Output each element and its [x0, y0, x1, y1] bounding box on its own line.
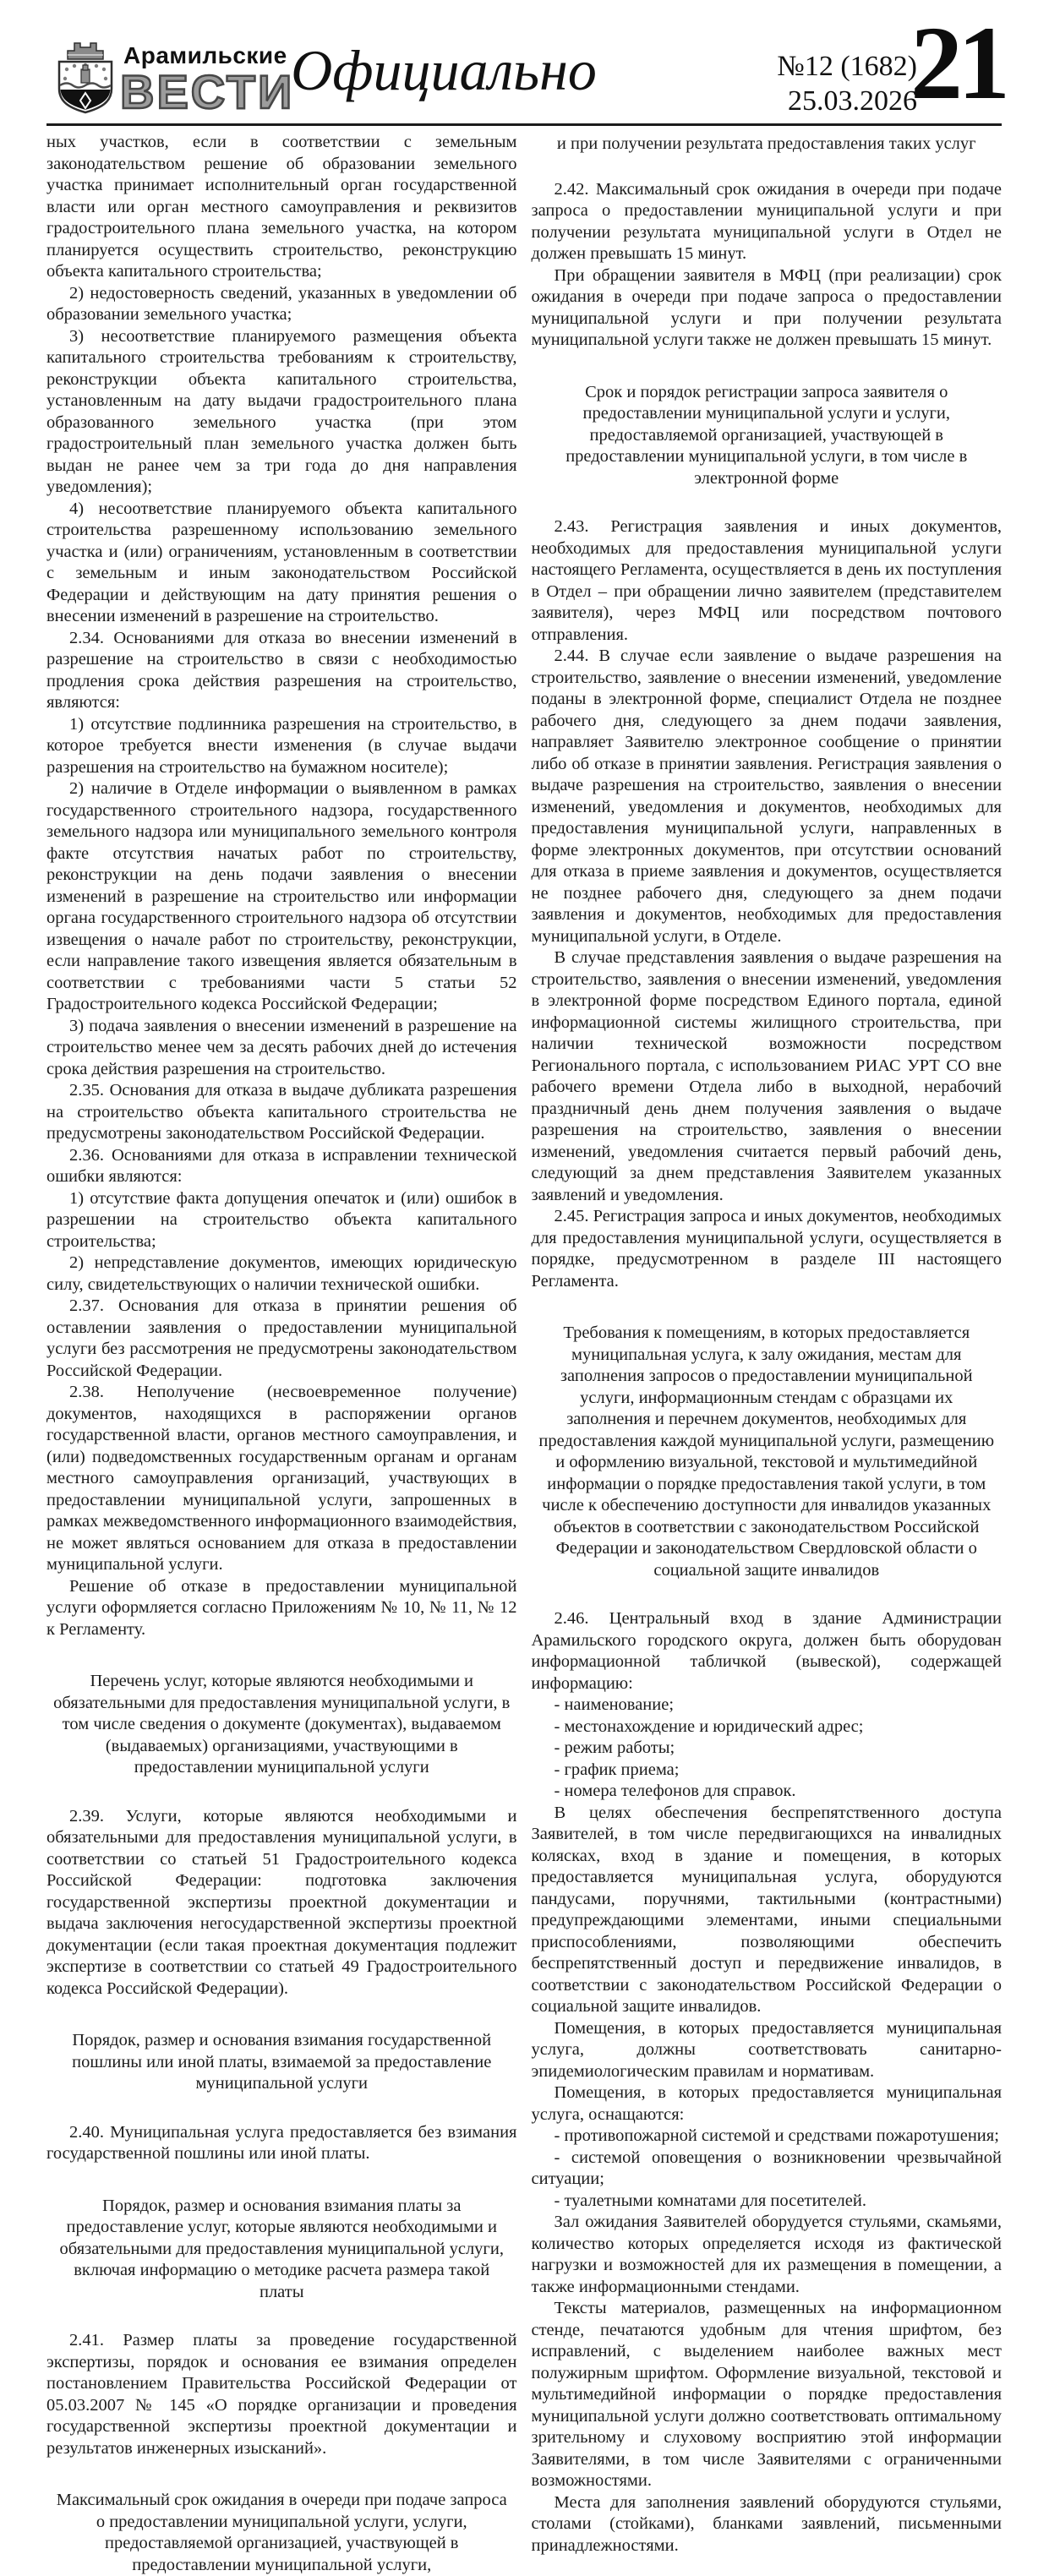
paragraph: Помещения, в которых предоставляется муниципальная услуга, должны соответствовать санитарно-эпидемиологическим правилам и нормативам. — [531, 2018, 1002, 2081]
paragraph: 4) несоответствие планируемого объекта капитального строительства разрешенному использованию земельного участка и (или) ограничениям, установленным в соответствии с земельным и иным законодательством Российской Федерации и действующим на дату принятия решения о внесении изменений в разрешение на строительство. — [46, 499, 517, 625]
paragraph: Помещения, в которых предоставляется муниципальная услуга, оснащаются: — [531, 2083, 1002, 2124]
paragraph: 2.46. Центральный вход в здание Администрации Арамильского городского округа, должен быть оборудован информационной табличкой (вывеской), содержащей информацию: — [531, 1609, 1002, 1693]
section-heading: Перечень услуг, которые являются необходимыми и обязательными для предоставления муниципальной услуги, в том числе сведения о документе (документах), выдаваемом (выдаваемых) организациями, участвующими в предоставлении муниципальной услуги — [53, 1672, 511, 1776]
paragraph: 2) недостоверность сведений, указанных в уведомлении об образовании земельного участка; — [46, 283, 517, 324]
paragraph: 2) непредставление документов, имеющих юридическую силу, свидетельствующих о наличии технической ошибки. — [46, 1253, 517, 1294]
paragraph: Зал ожидания Заявителей оборудуется стульями, скамьями, количество которых определяется исходя из фактической нагрузки и возможностей для их размещения в помещении, а также информационными стендами. — [531, 2213, 1002, 2296]
paragraph: 2.36. Основаниями для отказа в исправлении технической ошибки являются: — [46, 1145, 517, 1186]
coat-of-arms-icon — [49, 37, 122, 115]
paragraph: 2.40. Муниципальная услуга предоставляется без взимания государственной пошлины или иной платы. — [46, 2122, 517, 2163]
paragraph: Тексты материалов, размещенных на информационном стенде, печатаются удобным для чтения шрифтом, без исправлений, с выделением наиболее важных мест полужирным шрифтом. Оформление визуальной, текстовой и мультимедийной информации о порядке предоставления муниципальной услуги должно соответствовать оптимальному зрительному и слуховому восприятию этой информации Заявителями, в том числе Заявителями с ограниченными возможностями. — [531, 2299, 1002, 2490]
section-heading: Порядок, размер и основания взимания государственной пошлины или иной платы, взимаемой за предоставление муниципальной услуги — [72, 2031, 492, 2093]
masthead-title-line1: Арамильские — [123, 42, 287, 68]
section-heading: Требования к помещениям, в которых предоставляется муниципальная услуга, к залу ожидания, местам для заполнения запросов о предоставлении муниципальной услуги, информационным стендам с образцами их заполнения и перечнем документов, необходимых для предоставления каждой муниципальной услуги, размещению и оформлению визуальной, текстовой и мультимедийной информации о порядке предоставления такой услуги, в том числе к обеспечению доступности для инвалидов указанных объектов в соответствии с законодательством Российской Федерации и законодательством Свердловской области о социальной защите инвалидов — [538, 1323, 995, 1580]
paragraph: 1) отсутствие факта допущения опечаток и (или) ошибок в разрешении на строительство объекта капитального строительства; — [46, 1188, 517, 1251]
issue-info — [727, 49, 917, 119]
paragraph: Решение об отказе в предоставлении муниципальной услуги оформляется согласно Приложениям № 10, № 11, № 12 к Регламенту. — [46, 1576, 517, 1639]
paragraph: 2.39. Услуги, которые являются необходимыми и обязательными для предоставления муниципальной услуги, в соответствии со статьей 51 Градостроительного кодекса Российской Федерации: подготовка заключения государственной экспертизы проектной документации и выдача заключения негосударственной экспертизы проектной документации (если такая проектная документация подлежит экспертизе в соответствии со статьей 49 Градостроительного кодекса Российской Федерации). — [46, 1806, 517, 1998]
page-number: 21 — [910, 5, 1005, 121]
paragraph: В случае представления заявления о выдаче разрешения на строительство, заявления о внесении изменений, уведомления в электронной форме посредством Единого портала, единой информационной системы жилищного строительства, при наличии технической возможности посредством Регионального портала, с использованием РИАС УРТ СО вне рабочего времени Отдела либо в выходной, нерабочий праздничный день днем получения заявления о выдаче разрешения на строительство, заявления о внесении изменений, уведомления считается первый рабочий день, следующий за днем представления Заявителем указанных заявлений и уведомления. — [531, 948, 1002, 1204]
page-header — [0, 0, 1049, 125]
paragraph: 1) отсутствие подлинника разрешения на строительство, в которое требуется внести изменения (в случае выдачи разрешения на строительство на бумажном носителе); — [46, 714, 517, 777]
paragraph: 3) подача заявления о внесении изменений в разрешение на строительство менее чем за десять рабочих дней до истечения срока действия разрешения на строительство. — [46, 1016, 517, 1078]
paragraph: ных участков, если в соответствии с земельным законодательством решение об образовании земельного участка принимает исполнительный орган государственной власти или орган местного самоуправления и реквизитов градостроительного плана земельного участка, на котором планируется осуществить строительство, реконструкцию объекта капитального строительства; — [46, 133, 517, 281]
paragraph: 2) наличие в Отделе информации о выявленном в рамках государственного строительного надзора, государственного земельного надзора или муниципального земельного контроля факте отсутствия начатых работ по строительству, реконструкции на день подачи заявления о внесении изменений в разрешение на строительство или информации органа государственного строительного надзора об отсутствии извещения о начале работ по строительству, реконструкции, если направление такого извещения является обязательным в соответствии с требованиями части 5 статьи 52 Градостроительного кодекса Российской Федерации; — [46, 779, 517, 1013]
paragraph: - наименование; — [554, 1695, 675, 1714]
paragraph: 2.43. Регистрация заявления и иных документов, необходимых для предоставления муниципальной услуги настоящего Регламента, осуществляется в день их поступления в Отдел – при обращении лично заявителем (представителем заявителя), через МФЦ или посредством почтового отправления. — [531, 517, 1002, 644]
paragraph: - график приема; — [554, 1760, 680, 1779]
issue-number: №12 (1682) — [777, 51, 917, 82]
paragraph: 2.41. Размер платы за проведение государственной экспертизы, порядок и основания ее взимания определен постановлением Правительства Российской Федерации от 05.03.2007 № 145 «О порядке организации и проведения государственной экспертизы проектной документации и результатов инженерных изысканий». — [46, 2331, 517, 2458]
header-divider — [46, 123, 1002, 126]
paragraph: 3) несоответствие планируемого размещения объекта капитального строительства требованиям к строительству, реконструкции объекта капитального строительства, установленным на дату выдачи градостроительного плана образованного земельного участка (при этом градостроительный план земельного участка должен быть выдан не ранее чем за три года до дня направления уведомления); — [46, 326, 517, 496]
paragraph: - местонахождение и юридический адрес; — [554, 1716, 864, 1736]
paragraph: - системой оповещения о возникновении чрезвычайной ситуации; — [531, 2148, 1002, 2188]
paragraph: Места для заполнения заявлений оборудуются стульями, столами (стойками), бланками заявлений, письменными принадлежностями. — [531, 2492, 1002, 2555]
masthead-title-line2: ВЕСТИ — [120, 65, 295, 118]
paragraph: - номера телефонов для справок. — [554, 1782, 796, 1800]
paragraph: 2.38. Неполучение (несвоевременное получение) документов, находящихся в распоряжении органов государственной власти, органов местного самоуправления, и (или) подведомственных государственным органам и органам местного самоуправления организаций, участвующих в предоставлении муниципальной услуги, запрошенных в рамках межведомственного информационного взаимодействия, не может являться основанием для отказа в предоставлении муниципальной услуги. — [46, 1383, 517, 1574]
section-title: Официально — [291, 38, 597, 102]
section-heading: и при получении результата предоставления таких услуг — [556, 134, 976, 153]
paragraph: 2.44. В случае если заявление о выдаче разрешения на строительство, заявление о внесении изменений, уведомление поданы в электронной форме, специалист Отдела не позднее рабочего дня, следующего за днем подачи заявления, направляет Заявителю электронное сообщение о принятии либо об отказе в принятии заявления. Регистрация заявления о выдаче разрешения на строительство, заявления о внесении изменений, уведомления и документов, необходимых для предоставления муниципальной услуги, направленных в форме электронных документов, при отсутствии оснований для отказа в приеме заявления и документов, осуществляется не позднее рабочего дня, следующего за днем подачи заявления и документов, необходимых для предоставления муниципальной услуги, в Отделе. — [531, 647, 1002, 946]
issue-date: 25.03.2026 — [788, 85, 917, 117]
paragraph: При обращении заявителя в МФЦ (при реализации) срок ожидания в очереди при подаче запроса о предоставлении муниципальной услуги и при получении результата муниципальной услуги также не должен превышать 15 минут. — [531, 265, 1002, 349]
paragraph: 2.34. Основаниями для отказа во внесении изменений в разрешение на строительство в связи с необходимостью продления срока действия разрешения на строительство, являются: — [46, 628, 517, 712]
paragraph: 2.37. Основания для отказа в принятии решения об оставлении заявления о предоставлении муниципальной услуги без рассмотрения не предусмотрены законодательством Российской Федерации. — [46, 1296, 517, 1380]
left-column — [46, 132, 517, 2574]
paragraph: 2.35. Основания для отказа в выдаче дубликата разрешения на строительство объекта капитального строительства не предусмотрены законодательством Российской Федерации. — [46, 1081, 517, 1143]
article-content — [46, 132, 1002, 2574]
section-heading: Порядок, размер и основания взимания платы за предоставление услуг, которые являются необходимыми и обязательными для предоставления муниципальной услуги, включая информацию о методике расчета размера такой платы — [59, 2196, 504, 2301]
paragraph: - туалетными комнатами для посетителей. — [554, 2191, 866, 2210]
paragraph: 2.45. Регистрация запроса и иных документов, необходимых для предоставления муниципальной услуги, осуществляется в порядке, предусмотренном в разделе III настоящего Регламента. — [531, 1207, 1002, 1291]
paragraph: В целях обеспечения беспрепятственного доступа Заявителей, в том числе передвигающихся на инвалидных колясках, вход в здание и помещения, в которых предоставляется муниципальная услуга, оборудуются пандусами, поручнями, тактильными (контрастными) предупреждающими элементами, иными специальными приспособлениями, позволяющими обеспечить беспрепятственный доступ и передвижение инвалидов, в соответствии с законодательством Российской Федерации о социальной защите инвалидов. — [531, 1803, 1002, 2016]
section-heading: Максимальный срок ожидания в очереди при подаче запроса о предоставлении муниципальной услуги, услуги, предоставляемой организацией, участвующей в предоставлении муниципальной услуги, — [56, 2491, 507, 2574]
paragraph: 2.42. Максимальный срок ожидания в очереди при подаче запроса о предоставлении муниципальной услуги и при получении результата муниципальной услуги в Отдел не должен превышать 15 минут. — [531, 179, 1002, 263]
paragraph: - режим работы; — [554, 1738, 675, 1757]
section-heading: Срок и порядок регистрации запроса заявителя о предоставлении муниципальной услуги и услуги, предоставляемой организацией, участвующей в предоставлении муниципальной услуги, в том числе в электронной форме — [565, 382, 968, 488]
right-column — [531, 132, 1003, 2555]
paragraph: - противопожарной системой и средствами пожаротушения; — [554, 2126, 999, 2145]
